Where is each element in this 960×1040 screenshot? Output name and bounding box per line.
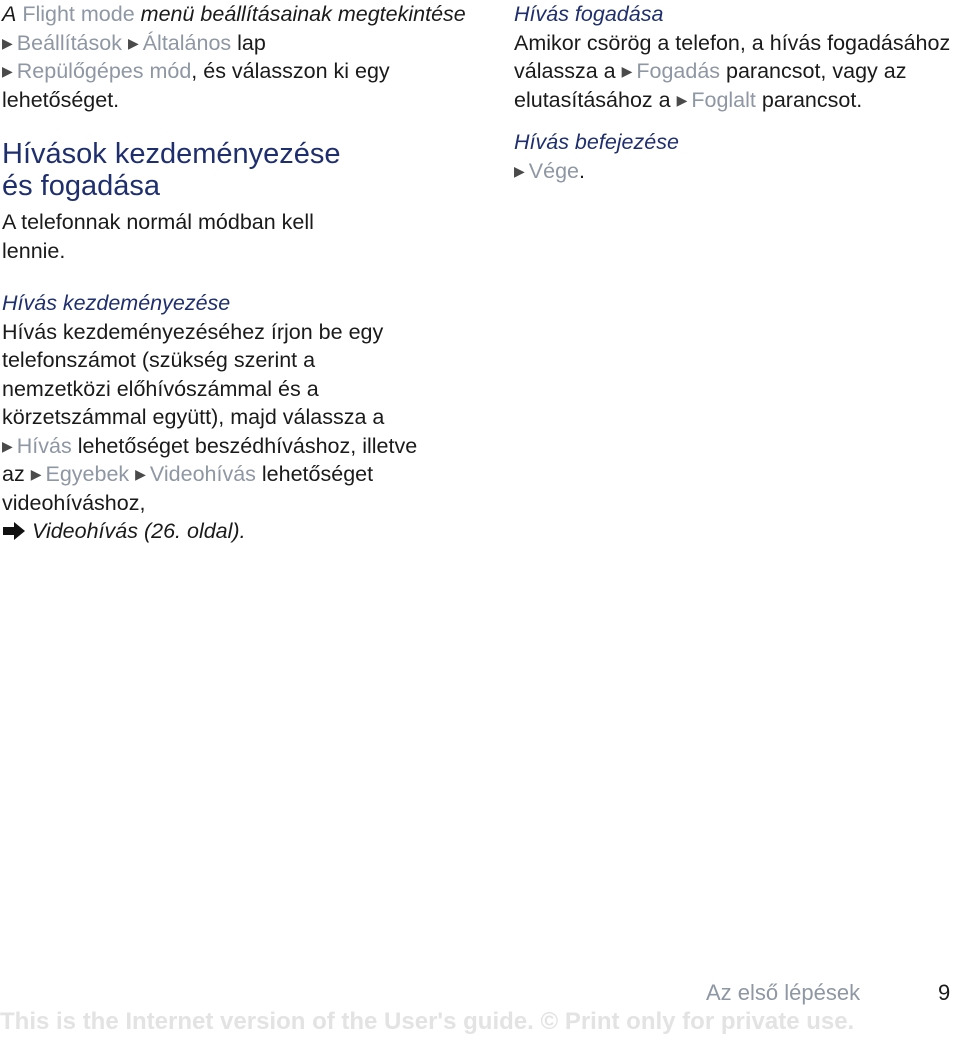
- make-call-body: [2, 318, 422, 548]
- answer-text2: parancsot, vagy az elutasításához a: [514, 59, 907, 112]
- answer-subheading: Hívás fogadása: [514, 2, 664, 26]
- menu-arrow-icon: ▶: [30, 466, 42, 482]
- calls-heading: [2, 138, 472, 202]
- watermark-text: This is the Internet version of the User's guide. © Print only for private use.: [0, 1008, 855, 1035]
- menu-settings: Beállítások: [16, 30, 122, 55]
- make-call-text3: lehetőséget videohíváshoz,: [2, 462, 374, 515]
- video-call-reference[interactable]: Videohívás (26. oldal).: [32, 519, 246, 543]
- answer-text3: parancsot.: [761, 87, 863, 112]
- flight-mode-label: Flight mode: [22, 2, 135, 26]
- flight-mode-title: [2, 0, 472, 29]
- title-a: A: [2, 2, 17, 26]
- end-dot: .: [579, 158, 585, 183]
- step2-tail: , és válasszon ki egy lehetőséget.: [2, 59, 390, 112]
- page-number: 9: [938, 980, 951, 1005]
- calls-heading-line1: Hívások kezdeményezése: [2, 138, 341, 170]
- menu-end: Vége: [528, 158, 579, 183]
- menu-flight-mode: Repülőgépes mód: [16, 59, 192, 83]
- menu-busy: Foglalt: [691, 87, 756, 112]
- menu-arrow-icon: ▶: [2, 34, 13, 51]
- right-column: [514, 0, 960, 185]
- footer-section-title: Az első lépések: [706, 980, 861, 1005]
- menu-arrow-icon: ▶: [2, 437, 13, 454]
- make-call-text2: lehetőséget beszédhíváshoz, illetve az: [2, 433, 418, 486]
- calls-heading-line2: és fogadása: [2, 170, 161, 202]
- menu-arrow-icon: ▶: [621, 63, 633, 79]
- end-call-body: [514, 157, 960, 186]
- flight-mode-steps: [2, 29, 472, 115]
- answer-text1: Amikor csörög a telefon, a hívás fogadásához válassza a: [514, 30, 951, 83]
- menu-arrow-icon: ▶: [135, 466, 146, 482]
- step1-tail: lap: [237, 30, 266, 55]
- title-rest: menü beállításainak megtekintése: [140, 2, 466, 26]
- make-call-text1: Hívás kezdeményezéséhez írjon be egy telefonszámot (szükség szerint a nemzetközi előhívószámmal és a körzetszámmal együtt), majd válassza a: [2, 319, 385, 429]
- menu-call: Hívás: [16, 433, 72, 458]
- calls-note: A telefonnak normál módban kell lennie.: [2, 210, 314, 263]
- menu-general: Általános: [142, 30, 232, 55]
- answer-body: [514, 29, 960, 115]
- left-column: [2, 0, 472, 548]
- menu-answer: Fogadás: [636, 59, 721, 83]
- end-call-subheading: Hívás befejezése: [514, 130, 679, 154]
- menu-arrow-icon: ▶: [2, 63, 13, 79]
- menu-arrow-icon: ▶: [514, 162, 525, 179]
- menu-arrow-icon: ▶: [127, 34, 139, 51]
- menu-arrow-icon: ▶: [676, 91, 688, 108]
- reference-arrow-icon: [2, 519, 26, 548]
- make-call-subheading: Hívás kezdeményezése: [2, 291, 231, 315]
- menu-video-call: Videohívás: [149, 462, 256, 486]
- menu-more: Egyebek: [45, 462, 130, 486]
